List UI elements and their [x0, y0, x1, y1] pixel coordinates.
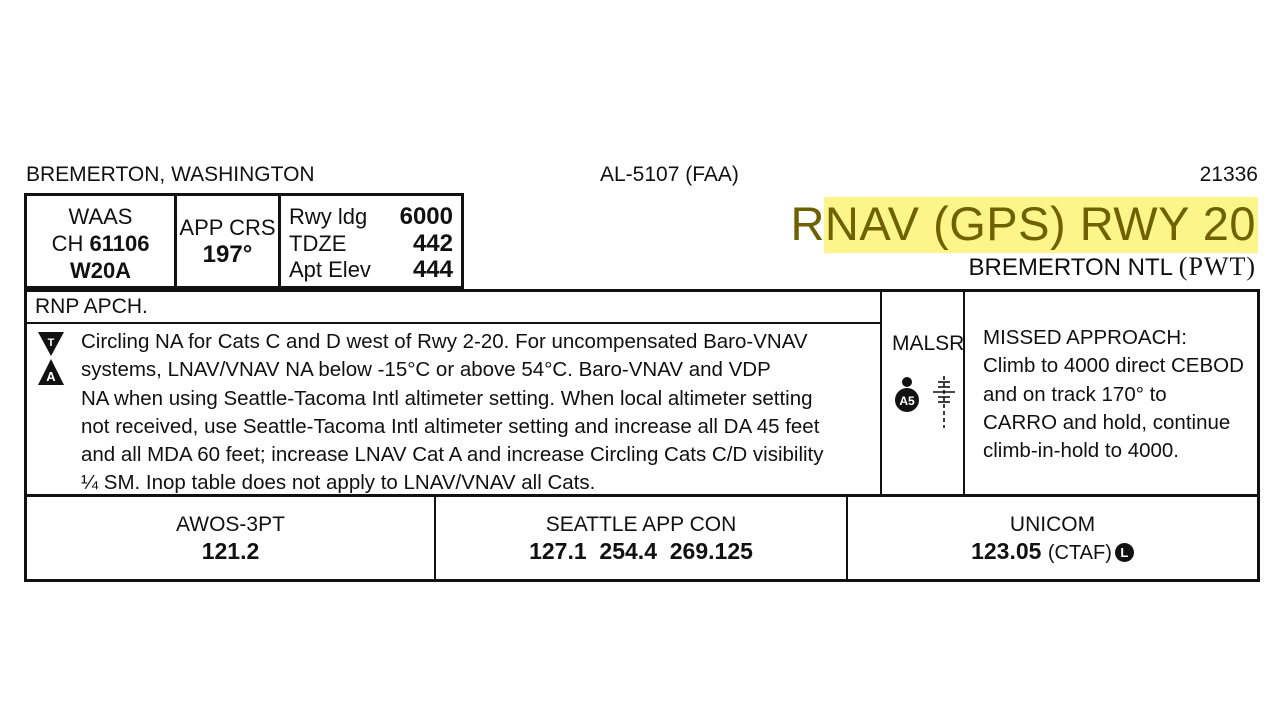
note-line: ¼ SM. Inop table does not apply to LNAV/VNAV all Cats. — [81, 471, 596, 495]
unicom-cell — [848, 497, 1257, 579]
missed-approach-line: and on track 170° to — [983, 382, 1167, 406]
app-crs-value: 197° — [202, 241, 253, 268]
a-symbol-letter: A — [46, 369, 56, 384]
note-line: systems, LNAV/VNAV NA below -15°C or above 54°C. Baro-VNAV and VDP — [81, 358, 771, 382]
ctaf-label: (CTAF) — [1047, 542, 1112, 564]
waas-label: WAAS — [68, 204, 133, 229]
airport-name: BREMERTON NTL — [968, 254, 1173, 281]
ch-label: CH — [51, 231, 84, 256]
location-label: BREMERTON, WASHINGTON — [26, 163, 315, 186]
rnp-apch-label: RNP APCH. — [35, 295, 148, 318]
runway-data-cell — [281, 196, 461, 286]
t-symbol-icon — [38, 332, 64, 356]
missed-approach-text — [983, 324, 1259, 465]
briefing-strip — [24, 193, 464, 289]
missed-approach-line: Climb to 4000 direct CEBOD — [983, 354, 1244, 378]
airport-code: (PWT) — [1178, 252, 1256, 281]
apt-elev-value: 444 — [412, 256, 453, 283]
procedure-title: RNAV (GPS) RWY 20 — [790, 197, 1256, 250]
waas-cell — [27, 196, 177, 286]
apt-elev-row — [289, 257, 453, 282]
note-line: Circling NA for Cats C and D west of Rwy 2-20. For uncompensated Baro-VNAV — [81, 330, 808, 353]
a5-symbol-text: A5 — [899, 394, 915, 408]
awos-label: AWOS-3PT — [176, 513, 285, 536]
missed-approach-line: CARRO and hold, continue — [983, 410, 1231, 434]
missed-approach-line: climb-in-hold to 4000. — [983, 439, 1179, 463]
t-symbol-letter: T — [47, 337, 55, 349]
waas-channel — [27, 230, 174, 257]
approach-control-label: SEATTLE APP CON — [545, 513, 737, 536]
notes-divider-left — [880, 292, 882, 495]
approach-control-frequencies: 127.1 254.4 269.125 — [529, 538, 753, 564]
rnp-divider — [27, 322, 880, 324]
notes-text — [81, 328, 871, 498]
app-crs-label: APP CRS — [179, 215, 276, 240]
airport-name-line — [969, 252, 1256, 282]
runway-lights-icon — [933, 376, 955, 428]
approach-control-cell — [436, 497, 848, 579]
rwy-ldg-label: Rwy ldg — [289, 204, 368, 229]
communications-box — [24, 494, 1260, 582]
awos-cell — [27, 497, 436, 579]
approach-lighting-icon — [889, 374, 967, 428]
channel-number: 61106 — [89, 231, 150, 256]
unicom-frequency-line — [848, 538, 1257, 565]
cycle-number: 21336 — [1199, 163, 1258, 186]
unicom-frequency: 123.05 — [971, 538, 1042, 564]
app-crs-cell — [177, 196, 281, 286]
apt-elev-label: Apt Elev — [289, 257, 371, 282]
approach-id: W20A — [69, 258, 132, 283]
note-line: not received, use Seattle-Tacoma Intl altimeter setting and increase all DA 45 feet — [81, 414, 820, 438]
awos-frequency: 121.2 — [201, 538, 260, 564]
rwy-ldg-row — [289, 204, 453, 229]
a-symbol-icon — [38, 359, 64, 385]
tdze-value: 442 — [412, 230, 453, 257]
a5-symbol-icon — [895, 377, 919, 412]
lighting-label: MALSR — [892, 332, 965, 355]
missed-approach-line: MISSED APPROACH: — [983, 326, 1187, 349]
notes-box — [24, 289, 1260, 497]
takeoff-alternate-minimums-icon — [38, 331, 64, 387]
pilot-controlled-lighting-icon: L — [1115, 543, 1134, 562]
procedure-id: AL-5107 (FAA) — [600, 163, 739, 186]
note-line: and all MDA 60 feet; increase LNAV Cat A and increase Circling Cats C/D visibility — [81, 443, 824, 467]
unicom-label: UNICOM — [1009, 513, 1096, 536]
tdze-label: TDZE — [289, 231, 347, 256]
note-line: NA when using Seattle-Tacoma Intl altimeter setting. When local altimeter setting — [81, 386, 813, 410]
tdze-row — [289, 231, 453, 256]
rwy-ldg-value: 6000 — [399, 203, 453, 230]
